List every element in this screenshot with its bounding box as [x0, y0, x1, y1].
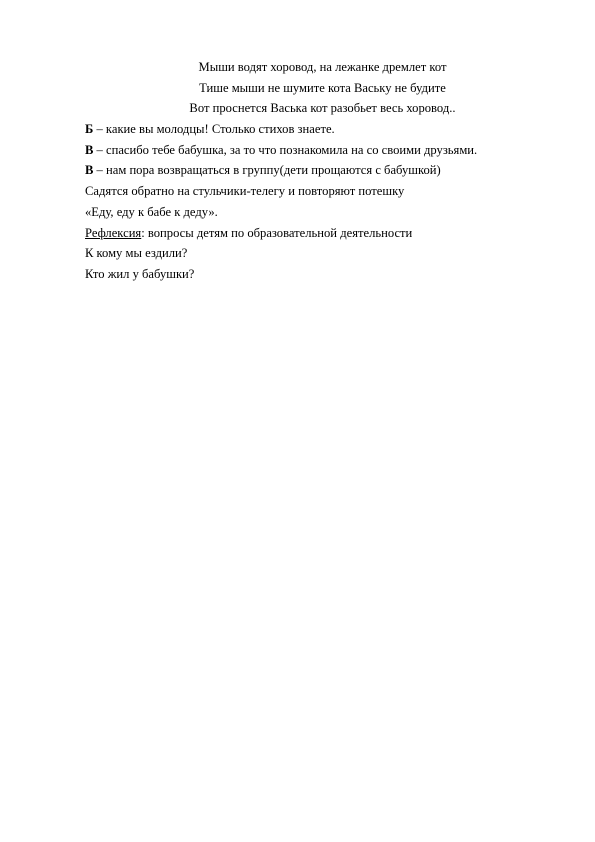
dialog-text: – нам пора возвращаться в группу(дети прощаются с бабушкой) [93, 163, 441, 178]
speaker-label: В [85, 142, 94, 157]
dialog-text: – какие вы молодцы! Столько стихов знаете. [93, 122, 335, 137]
text-block [85, 57, 555, 285]
dialog-text: – спасибо тебе бабушка, за то что познакомила на со своими друзьями. [93, 142, 478, 157]
question-2: Кто жил у бабушки? [85, 266, 195, 281]
speaker-label: Б [85, 122, 94, 137]
poem-line-3: Вот проснется Васька кот разобьет весь хоровод.. [189, 101, 456, 116]
dialog-line-3 [85, 160, 555, 181]
dialog-line-2 [85, 140, 555, 161]
dialog-line-1 [85, 119, 555, 140]
poem-line-2: Тише мыши не шумите кота Ваську не будите [199, 80, 446, 95]
reflection-label: Рефлексия [85, 225, 142, 240]
poem-line-1: Мыши водят хоровод, на лежанке дремлет кот [198, 60, 447, 74]
rhyme-line: «Еду, еду к бабе к деду». [85, 204, 218, 219]
reflection-text: : вопросы детям по образовательной деятельности [141, 225, 413, 240]
speaker-label: В [85, 163, 94, 178]
action-line: Садятся обратно на стульчики-телегу и повторяют потешку [85, 184, 405, 199]
question-1: К кому мы ездили? [85, 246, 188, 261]
reflection-line [85, 223, 555, 244]
